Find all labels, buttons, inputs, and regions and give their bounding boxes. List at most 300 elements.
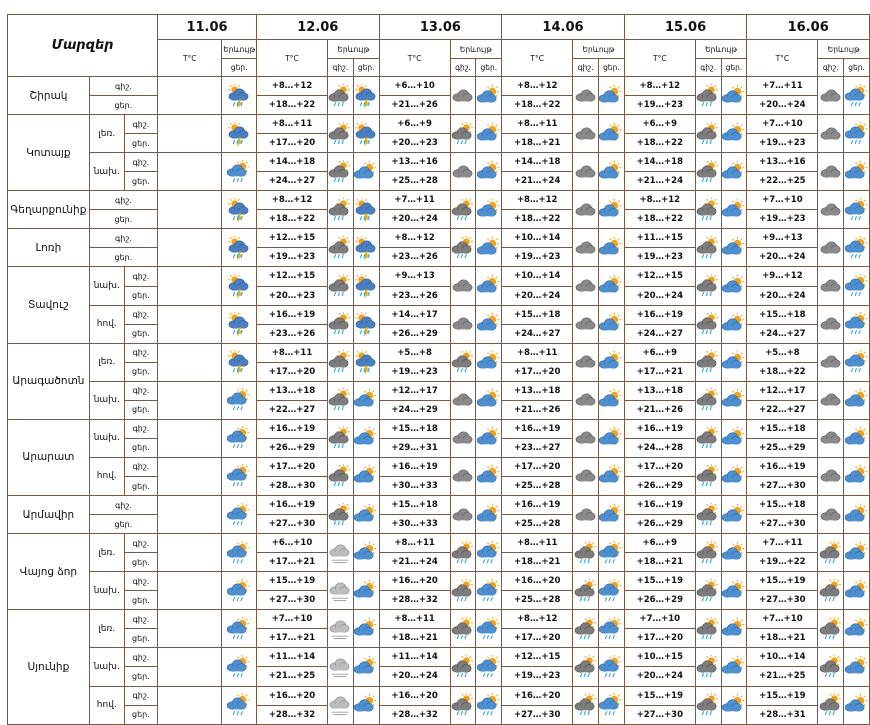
temp-value: +12…+15 (502, 648, 573, 667)
sun-cloud-icon (845, 388, 869, 412)
temp-value: +8…+11 (502, 343, 573, 362)
sun-cloud-rain-icon (599, 617, 623, 641)
subregion-label: լեռ. (89, 610, 124, 648)
temp-value: +20…+24 (379, 667, 450, 686)
weather-icon-cell (222, 419, 257, 457)
temp-value: +15…+18 (379, 419, 450, 438)
weather-icon-cell (695, 77, 721, 115)
dark-cloud-icon (451, 655, 475, 679)
temp-value: +13…+18 (624, 381, 695, 400)
temp-value: +5…+8 (379, 343, 450, 362)
temp-value: +13…+16 (747, 153, 818, 172)
weather-icon-cell (450, 419, 476, 457)
temp-value: +27…+30 (257, 515, 328, 534)
dark-cloud-icon (574, 655, 598, 679)
temp-value: +8…+12 (502, 191, 573, 210)
dark-cloud-icon (451, 693, 475, 717)
forecast-table (7, 14, 870, 725)
temp-value: +12…+17 (747, 381, 818, 400)
temp-value (158, 305, 222, 343)
regions-header: Մարզեր (8, 15, 158, 77)
temp-value: +23…+26 (257, 324, 328, 343)
sun-cloud-icon (599, 388, 623, 412)
weather-icon-cell (222, 457, 257, 495)
cloud-icon (574, 426, 598, 450)
temp-value: +10…+14 (747, 648, 818, 667)
weather-icon-cell (573, 686, 599, 724)
weather-icon-cell (353, 534, 379, 572)
weather-icon-cell (353, 229, 379, 267)
temp-value: +7…+11 (379, 191, 450, 210)
sun-cloud-icon (599, 198, 623, 222)
temp-value (158, 77, 222, 115)
weather-icon-cell (721, 381, 747, 419)
temp-value: +8…+12 (624, 77, 695, 96)
weather-icon-cell (353, 343, 379, 381)
dark-cloud-icon (328, 312, 352, 336)
weather-icon-cell (598, 305, 624, 343)
temp-value: +17…+20 (257, 134, 328, 153)
night-header: գիշ. (818, 59, 844, 77)
temp-value: +18…+22 (257, 96, 328, 115)
sun-cloud-icon (722, 693, 746, 717)
sun-cloud-icon (722, 503, 746, 527)
weather-icon-cell (450, 153, 476, 191)
weather-icon-cell (844, 457, 870, 495)
temp-value: +22…+25 (747, 172, 818, 191)
temp-value: +19…+23 (747, 134, 818, 153)
sun-cloud-icon (354, 693, 378, 717)
sun-cloud-icon (477, 312, 501, 336)
weather-icon-cell (844, 305, 870, 343)
time-of-day: գիշ. (124, 648, 157, 667)
weather-icon-cell (573, 610, 599, 648)
weather-icon-cell (721, 686, 747, 724)
temp-value: +8…+11 (257, 115, 328, 134)
temp-value: +19…+23 (502, 667, 573, 686)
time-of-day: գիշ. (124, 343, 157, 362)
weather-icon-cell (353, 267, 379, 305)
sun-cloud-icon (599, 312, 623, 336)
weather-icon-cell (476, 457, 502, 495)
weather-icon-cell (573, 534, 599, 572)
weather-icon-cell (818, 610, 844, 648)
cloud-icon (819, 122, 843, 146)
cloud-icon (574, 84, 598, 108)
temp-value: +17…+20 (502, 457, 573, 476)
subregion-label: լեռ. (89, 534, 124, 572)
table-row (8, 686, 870, 705)
temp-header: T°C (257, 40, 328, 77)
weather-icon-cell (476, 229, 502, 267)
night-header: գիշ. (450, 59, 476, 77)
temp-value: +18…+22 (502, 210, 573, 229)
weather-icon-cell (598, 572, 624, 610)
temp-value: +27…+30 (747, 476, 818, 495)
cloud-thunder-icon (227, 350, 251, 374)
dark-cloud-icon (574, 541, 598, 565)
temp-value: +13…+18 (502, 381, 573, 400)
sun-cloud-icon (722, 655, 746, 679)
temp-value: +20…+23 (379, 134, 450, 153)
weather-icon-cell (844, 572, 870, 610)
temp-value: +27…+30 (747, 591, 818, 610)
temp-value: +16…+20 (502, 572, 573, 591)
sun-cloud-icon (354, 579, 378, 603)
weather-icon-cell (695, 534, 721, 572)
weather-icon-cell (598, 229, 624, 267)
sun-cloud-icon (722, 160, 746, 184)
weather-icon-cell (450, 191, 476, 229)
dark-cloud-icon (696, 274, 720, 298)
cloud-icon (819, 503, 843, 527)
temp-value: +16…+20 (379, 686, 450, 705)
time-of-day: գիշ. (124, 534, 157, 553)
weather-icon-cell (573, 457, 599, 495)
temp-value: +7…+11 (747, 77, 818, 96)
time-of-day: գիշ. (124, 419, 157, 438)
weather-icon-cell (450, 267, 476, 305)
temp-value: +8…+11 (379, 534, 450, 553)
temp-value: +29…+31 (379, 438, 450, 457)
temp-value: +9…+13 (747, 229, 818, 248)
weather-icon-cell (844, 153, 870, 191)
sun-cloud-rain-icon (477, 617, 501, 641)
sun-cloud-rain-icon (227, 464, 251, 488)
temp-value: +27…+30 (624, 705, 695, 724)
weather-icon-cell (328, 305, 354, 343)
temp-value: +12…+15 (624, 267, 695, 286)
weather-icon-cell (353, 153, 379, 191)
sun-cloud-icon (845, 503, 869, 527)
weather-icon-cell (222, 496, 257, 534)
time-of-day: գիշ. (124, 381, 157, 400)
temp-value: +26…+29 (624, 515, 695, 534)
day-header: ցեր. (222, 59, 257, 77)
weather-icon-cell (598, 381, 624, 419)
dark-cloud-icon (574, 579, 598, 603)
temp-value: +16…+20 (502, 686, 573, 705)
cloud-icon (574, 274, 598, 298)
weather-icon-cell (450, 229, 476, 267)
region-name: Արագածոտն (8, 343, 90, 419)
date-2: 12.06 (257, 15, 380, 40)
fog-cloud-icon (328, 617, 352, 641)
temp-value: +20…+23 (257, 286, 328, 305)
temp-value: +7…+10 (257, 610, 328, 629)
temp-value (158, 572, 222, 610)
temp-value: +6…+9 (624, 534, 695, 553)
weather-icon-cell (328, 267, 354, 305)
weather-icon-cell (818, 381, 844, 419)
weather-icon-cell (328, 343, 354, 381)
dark-cloud-icon (696, 84, 720, 108)
weather-icon-cell (450, 686, 476, 724)
weather-header: Երևույթ (695, 40, 747, 59)
weather-header: Երևույթ (450, 40, 502, 59)
weather-icon-cell (721, 496, 747, 534)
day-header: ցեր. (721, 59, 747, 77)
weather-icon-cell (721, 610, 747, 648)
temp-value: +21…+24 (502, 172, 573, 191)
sun-cloud-icon (722, 350, 746, 374)
temp-value: +13…+18 (257, 381, 328, 400)
sun-cloud-icon (722, 541, 746, 565)
temp-value: +19…+23 (502, 248, 573, 267)
temp-value: +15…+18 (502, 305, 573, 324)
weather-icon-cell (695, 572, 721, 610)
sun-cloud-icon (845, 617, 869, 641)
subregion-label: հով. (89, 305, 124, 343)
temp-value: +20…+24 (747, 248, 818, 267)
dark-cloud-icon (696, 350, 720, 374)
temp-value: +25…+28 (502, 476, 573, 495)
weather-icon-cell (353, 419, 379, 457)
sun-cloud-icon (722, 388, 746, 412)
sun-cloud-icon (722, 84, 746, 108)
temp-value (158, 229, 222, 267)
temp-value: +10…+15 (624, 648, 695, 667)
sun-cloud-rain-icon (599, 579, 623, 603)
temp-value: +14…+18 (624, 153, 695, 172)
weather-icon-cell (353, 77, 379, 115)
temp-value: +18…+21 (502, 553, 573, 572)
weather-icon-cell (222, 305, 257, 343)
dark-cloud-icon (328, 503, 352, 527)
region-name: Լոռի (8, 229, 90, 267)
temp-value: +21…+25 (257, 667, 328, 686)
temp-value: +17…+21 (624, 362, 695, 381)
dark-cloud-icon (451, 198, 475, 222)
temp-value: +16…+19 (624, 496, 695, 515)
table-row (8, 496, 870, 515)
sun-cloud-rain-icon (227, 388, 251, 412)
weather-icon-cell (450, 115, 476, 153)
dark-cloud-icon (574, 693, 598, 717)
weather-icon-cell (573, 305, 599, 343)
time-of-day: գիշ. (124, 686, 157, 705)
weather-icon-cell (721, 115, 747, 153)
sun-cloud-icon (722, 236, 746, 260)
weather-icon-cell (222, 115, 257, 153)
weather-icon-cell (598, 343, 624, 381)
temp-value: +28…+32 (257, 705, 328, 724)
sun-cloud-rain-icon (227, 541, 251, 565)
temp-value (158, 381, 222, 419)
weather-icon-cell (695, 191, 721, 229)
weather-icon-cell (353, 686, 379, 724)
cloud-thunder-icon (354, 350, 378, 374)
weather-icon-cell (818, 77, 844, 115)
dark-cloud-icon (819, 579, 843, 603)
weather-icon-cell (721, 77, 747, 115)
sun-cloud-icon (354, 464, 378, 488)
sun-cloud-icon (845, 579, 869, 603)
time-of-day: գիշ. (89, 496, 157, 515)
temp-value: +27…+30 (747, 515, 818, 534)
weather-icon-cell (818, 648, 844, 686)
dark-cloud-icon (696, 236, 720, 260)
temp-value: +6…+9 (379, 115, 450, 134)
weather-icon-cell (573, 191, 599, 229)
sun-cloud-rain-icon (477, 655, 501, 679)
temp-value: +19…+23 (379, 362, 450, 381)
temp-value: +12…+15 (257, 229, 328, 248)
subregion-label: նախ. (89, 267, 124, 305)
weather-icon-cell (476, 267, 502, 305)
dark-cloud-icon (328, 350, 352, 374)
temp-value: +11…+15 (624, 229, 695, 248)
weather-icon-cell (450, 77, 476, 115)
weather-icon-cell (695, 381, 721, 419)
weather-icon-cell (695, 343, 721, 381)
dark-cloud-icon (696, 160, 720, 184)
cloud-thunder-icon (354, 84, 378, 108)
weather-icon-cell (450, 343, 476, 381)
temp-value: +16…+19 (379, 457, 450, 476)
weather-icon-cell (353, 191, 379, 229)
cloud-icon (574, 312, 598, 336)
temp-value: +15…+18 (747, 496, 818, 515)
temp-value: +16…+19 (502, 496, 573, 515)
time-of-day: գիշ. (89, 229, 157, 248)
temp-value: +15…+18 (747, 419, 818, 438)
sun-cloud-rain-icon (599, 655, 623, 679)
temp-value: +9…+13 (379, 267, 450, 286)
weather-header: Երևույթ (818, 40, 870, 59)
weather-icon-cell (328, 77, 354, 115)
weather-header: Երևույթ (573, 40, 625, 59)
weather-icon-cell (476, 305, 502, 343)
sun-cloud-icon (477, 122, 501, 146)
sun-cloud-icon (477, 388, 501, 412)
weather-icon-cell (353, 496, 379, 534)
subregion-label: նախ. (89, 419, 124, 457)
cloud-thunder-icon (354, 122, 378, 146)
weather-icon-cell (476, 610, 502, 648)
sun-cloud-icon (477, 274, 501, 298)
sun-cloud-icon (599, 350, 623, 374)
weather-icon-cell (328, 153, 354, 191)
cloud-thunder-icon (354, 312, 378, 336)
temp-value (158, 419, 222, 457)
temp-value: +28…+32 (379, 591, 450, 610)
sun-cloud-rain-icon (227, 693, 251, 717)
temp-value: +8…+12 (257, 77, 328, 96)
subregion-label: հով. (89, 686, 124, 724)
weather-icon-cell (222, 229, 257, 267)
temp-value: +18…+22 (257, 210, 328, 229)
weather-icon-cell (573, 419, 599, 457)
table-row (8, 191, 870, 210)
weather-icon-cell (695, 115, 721, 153)
time-of-day: ցեր. (124, 705, 157, 724)
sun-cloud-icon (477, 236, 501, 260)
table-row (8, 77, 870, 96)
temp-value: +17…+20 (257, 362, 328, 381)
weather-icon-cell (695, 419, 721, 457)
weather-icon-cell (222, 610, 257, 648)
sun-cloud-icon (477, 84, 501, 108)
weather-icon-cell (695, 648, 721, 686)
temp-value: +6…+9 (624, 115, 695, 134)
weather-icon-cell (844, 267, 870, 305)
sun-cloud-icon (845, 426, 869, 450)
weather-icon-cell (695, 610, 721, 648)
cloud-thunder-icon (227, 274, 251, 298)
dark-cloud-icon (451, 350, 475, 374)
weather-icon-cell (598, 648, 624, 686)
sun-cloud-icon (722, 464, 746, 488)
table-row (8, 610, 870, 629)
cloud-thunder-icon (354, 198, 378, 222)
weather-icon-cell (598, 686, 624, 724)
sun-cloud-rain-icon (845, 84, 869, 108)
temp-value: +16…+19 (257, 305, 328, 324)
time-of-day: ցեր. (89, 96, 157, 115)
sun-cloud-icon (354, 503, 378, 527)
cloud-icon (574, 350, 598, 374)
weather-icon-cell (818, 115, 844, 153)
temp-value: +18…+21 (624, 553, 695, 572)
temp-value: +8…+12 (502, 77, 573, 96)
sun-cloud-icon (477, 198, 501, 222)
cloud-thunder-icon (354, 236, 378, 260)
sun-cloud-icon (722, 426, 746, 450)
temp-value: +17…+21 (257, 629, 328, 648)
weather-icon-cell (476, 343, 502, 381)
weather-icon-cell (328, 496, 354, 534)
temp-value (158, 496, 222, 534)
temp-value: +26…+29 (257, 438, 328, 457)
sun-cloud-icon (354, 541, 378, 565)
temp-value: +16…+19 (257, 496, 328, 515)
weather-icon-cell (598, 534, 624, 572)
weather-icon-cell (353, 305, 379, 343)
temp-value: +15…+19 (747, 686, 818, 705)
temp-header: T°C (379, 40, 450, 77)
dark-cloud-icon (696, 617, 720, 641)
cloud-icon (574, 503, 598, 527)
temp-value: +19…+23 (624, 96, 695, 115)
time-of-day: գիշ. (124, 572, 157, 591)
date-6: 16.06 (747, 15, 870, 40)
temp-value: +7…+10 (624, 610, 695, 629)
weather-icon-cell (844, 686, 870, 724)
weather-icon-cell (695, 457, 721, 495)
temp-value (158, 153, 222, 191)
weather-icon-cell (450, 381, 476, 419)
weather-icon-cell (450, 648, 476, 686)
weather-icon-cell (476, 77, 502, 115)
weather-icon-cell (721, 343, 747, 381)
weather-icon-cell (844, 77, 870, 115)
sun-cloud-icon (722, 579, 746, 603)
weather-icon-cell (844, 115, 870, 153)
temp-value: +6…+9 (624, 343, 695, 362)
weather-icon-cell (598, 191, 624, 229)
weather-icon-cell (222, 686, 257, 724)
weather-icon-cell (476, 115, 502, 153)
weather-header: Երևույթ (222, 40, 257, 59)
table-row (8, 419, 870, 438)
dark-cloud-icon (451, 122, 475, 146)
date-3: 13.06 (379, 15, 502, 40)
weather-icon-cell (598, 77, 624, 115)
dark-cloud-icon (696, 579, 720, 603)
temp-value: +11…+14 (257, 648, 328, 667)
weather-icon-cell (721, 419, 747, 457)
